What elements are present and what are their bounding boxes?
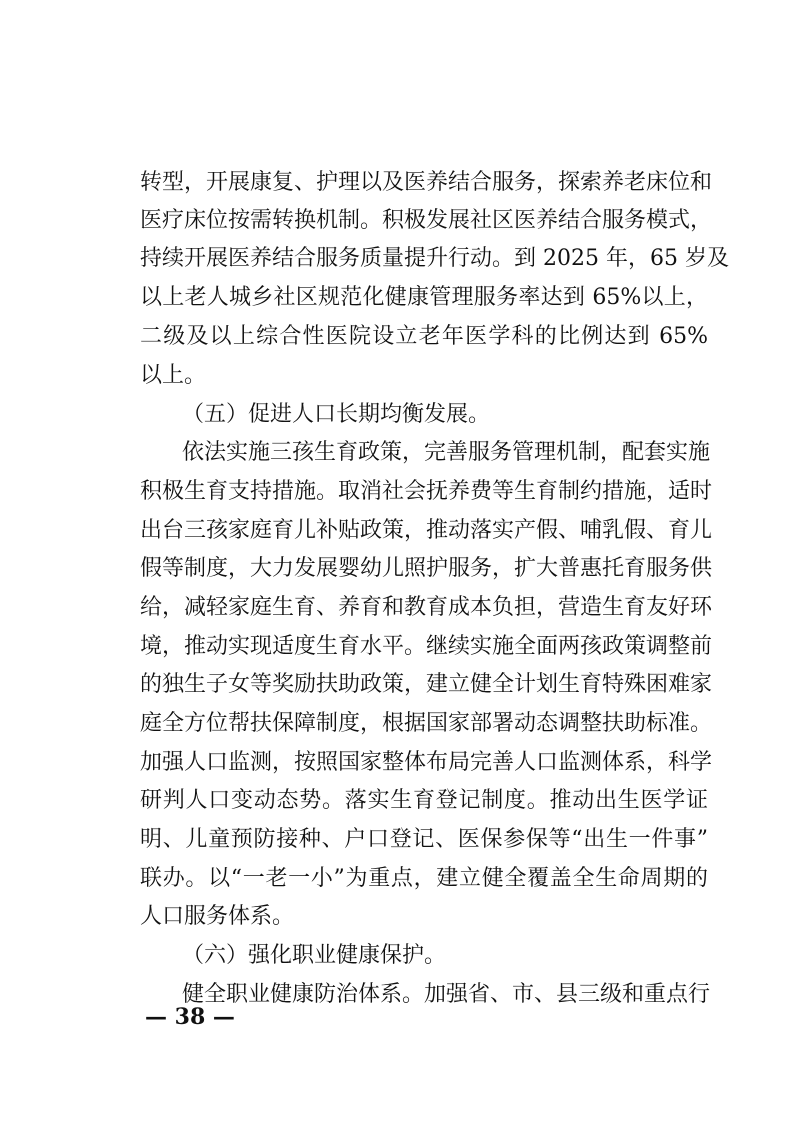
text-line: 出台三孩家庭育儿补贴政策，推动落实产假、哺乳假、育儿 <box>140 518 713 543</box>
text-line: 转型，开展康复、护理以及医养结合服务，探索养老床位和 <box>140 170 713 195</box>
text-line: 加强人口监测，按照国家整体布局完善人口监测体系，科学 <box>140 750 713 775</box>
text-line: 持续开展医养结合服务质量提升行动。到 2025 年，65 岁及 <box>140 246 729 271</box>
text-line: 的独生子女等奖励扶助政策，建立健全计划生育特殊困难家 <box>140 672 713 697</box>
text-line: 联办。以“一老一小”为重点，建立健全覆盖全生命周期的 <box>140 866 708 891</box>
text-line: 假等制度，大力发展婴幼儿照护服务，扩大普惠托育服务供 <box>140 556 713 581</box>
text-line: 研判人口变动态势。落实生育登记制度。推动出生医学证 <box>140 788 708 813</box>
text-line: 医疗床位按需转换机制。积极发展社区医养结合服务模式， <box>140 208 713 233</box>
paragraph-first-line: 依法实施三孩生育政策，完善服务管理机制，配套实施 <box>182 440 711 465</box>
text-line: 积极生育支持措施。取消社会抚养费等生育制约措施，适时 <box>140 479 713 504</box>
text-line: 明、儿童预防接种、户口登记、医保参保等“出生一件事” <box>140 827 708 852</box>
text-line: 以上老人城乡社区规范化健康管理服务率达到 65%以上， <box>140 285 708 310</box>
section-heading-six: （六）强化职业健康保护。 <box>182 943 447 968</box>
text-line: 二级及以上综合性医院设立老年医学科的比例达到 65% <box>140 324 708 349</box>
text-line: 庭全方位帮扶保障制度，根据国家部署动态调整扶助标准。 <box>140 711 713 736</box>
text-line: 人口服务体系。 <box>140 904 295 929</box>
page-number: — 38 — <box>145 1004 235 1030</box>
text-line: 境，推动实现适度生育水平。继续实施全面两孩政策调整前 <box>140 634 713 659</box>
paragraph-first-line: 健全职业健康防治体系。加强省、市、县三级和重点行 <box>182 982 711 1007</box>
text-line: 给，减轻家庭生育、养育和教育成本负担，营造生育友好环 <box>140 595 713 620</box>
section-heading-five: （五）促进人口长期均衡发展。 <box>182 402 491 427</box>
text-line: 以上。 <box>140 363 207 388</box>
